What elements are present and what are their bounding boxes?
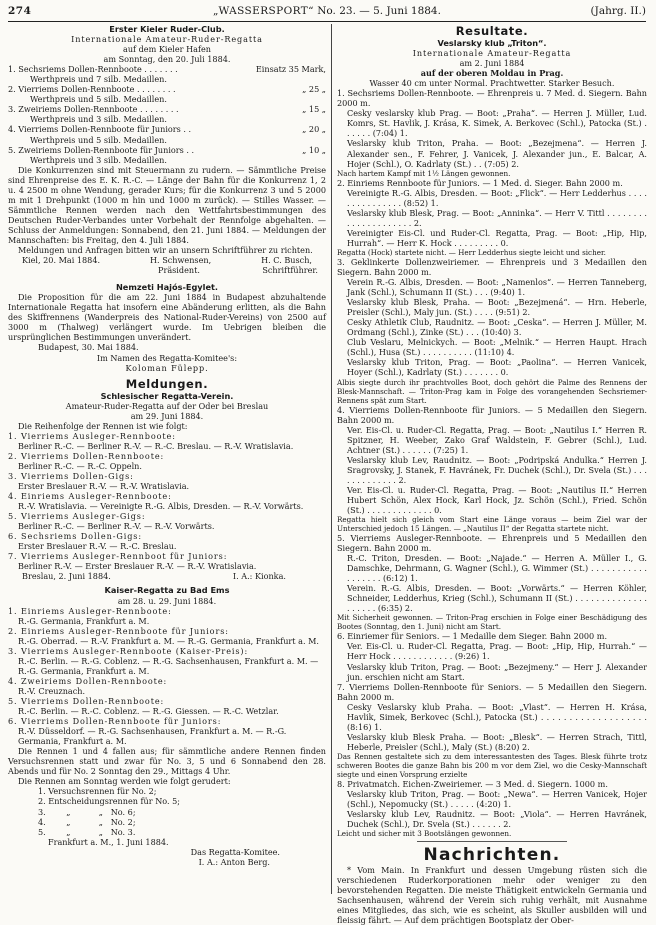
race-note: Leicht und sicher mit 3 Bootslängen gewonnen. (337, 829, 512, 839)
list-item: 5. Vierriems Dollen-Rennboote: (8, 696, 165, 706)
result-1 (337, 88, 647, 177)
list-item: Erster Breslauer R.-V. — R.-V. Wratislavia. (18, 481, 190, 492)
race-fee: „ 25 „ (302, 84, 326, 95)
ems-sign-1: Das Regatta-Komitee. (190, 846, 280, 857)
ems-line-1: am 28. u. 29. Juni 1884. (117, 595, 217, 606)
list-item: 3. Vierriems Ausleger-Rennboote (Kaiser-Preis): (8, 645, 249, 656)
list-item: R.-G. Germania, Frankfurt a. M. (18, 615, 150, 626)
race-prize: Werthpreis und 5 silb. Medaillen. (30, 94, 167, 105)
kiel-signer-2-role: Schriftführer. (262, 265, 318, 276)
race-title: 2. Vierriems Dollen-Rennboote . . . . . . . . (8, 84, 176, 95)
race-heading: 7. Vierriems Dollen-Rennboote für Seniors. — 5 Medaillen den Siegern. Bahn 2000 m. (337, 681, 647, 702)
race-note: Das Rennen gestaltete sich zu dem interessantesten des Tages. Blesk führte trotz schweren Bootes die ganze Bahn bis 200 m vor dem Ziel, wo die Cesky-Mannschaft siegte und einen Vorsprung erzielte (337, 751, 647, 779)
race-title: 1. Sechsriems Dollen-Rennboote . . . . . . . (8, 64, 178, 75)
race-heading: 1. Sechsriems Dollen-Rennboote. — Ehrenpreis u. 7 Med. d. Siegern. Bahn 2000 m. (337, 88, 647, 109)
page-header (8, 4, 646, 18)
race-entry: Verein R.-G. Albis, Dresden. — Boot: „Namenlos“. — Herren Tanneberg, Jank (Schl.), Schumann II (St.) . . . (9:40) 1. (347, 277, 647, 298)
list-item: 1. Vierriems Ausleger-Rennboote: (8, 430, 176, 441)
list-item: R.-V. Wratislavia. — Vereinigte R.-G. Albis, Dresden. — R.-V. Vorwärts. (18, 501, 304, 512)
race-entry: Veslarsky klub Triton, Prag. — Boot: „Paolina“. — Herren Vanicek, Hoyer (Schl.), Kadrlaty (St.) . . . . . . . 0. (347, 357, 647, 378)
nemzeti-place: Budapest, 30. Mai 1884. (38, 342, 139, 353)
race-note: Nach hartem Kampf mit 1½ Längen gewonnen. (337, 168, 511, 178)
journal-title (8, 4, 646, 18)
schlesisch-place: Breslau, 2. Juni 1884. (22, 571, 111, 582)
nemzeti-sign-2: Koloman Fülepp. (125, 362, 209, 373)
schlesisch-title: Schlesischer Regatta-Verein. (100, 390, 234, 401)
kiel-race (8, 64, 326, 84)
result-7 (337, 682, 647, 779)
kiel-title: Erster Kieler Ruder-Club. (109, 24, 225, 34)
issue-info: No. 23. — 5. Juni 1884. (317, 5, 441, 17)
race-prize: Werthpreis und 5 silb. Medaillen. (30, 134, 167, 145)
list-item: 4. Einriems Ausleger-Rennboote: (8, 491, 172, 502)
result-4 (337, 405, 647, 534)
race-title: 4. Vierriems Dollen-Rennboote für Juniors . . (8, 124, 192, 135)
nemzeti-body: Die Proposition für die am 22. Juni 1884 in Budapest abzuhaltende Internationale Regatta hat insofern eine Abänderung erlitten, als die Bahn des Skiffrennens (Wanderpreis des National-Ruder-Vereins) von 2500 auf 3000 m (Thalweg) verlängert wurde. Im Uebrigen bleiben die ursprünglichen Bestimmungen unverändert. (8, 292, 326, 343)
nachrichten-body: * Vom Main. In Frankfurt und dessen Umgebung rüsten sich die verschiedenen Ruderkorporationen mehr oder weniger zu den bevorstehenden Regatten. Die meiste Thätigkeit entwickeln Germania und Sachsenhausen, während der Verein sich ruhig verhält, mit Ausnahme eines Mitgliedes, das sich, wie es scheint, als Skuller ausbilden will und fleissig fährt. — Auf dem prächtigen Bootsplatz der Ober- (337, 865, 647, 925)
kiel-race (8, 124, 326, 144)
kiel-race (8, 145, 326, 165)
list-item: 6. Vierriems Dollen-Rennboote für Juniors: (8, 716, 222, 727)
race-prize: Werthpreis und 3 silb. Medaillen. (30, 154, 167, 165)
left-column (8, 24, 326, 894)
list-item: 2. Vierriems Dollen-Rennboote: (8, 450, 165, 461)
ems-order (8, 786, 326, 836)
list-item: 5. „ „ No. 3. (38, 826, 136, 837)
list-item: Erster Breslauer R.-V. — R.-C. Breslau. (18, 541, 177, 552)
race-note: Albis siegte durch ihr prachtvolles Boot, doch gehört die Palme des Rennens der Blesk-Mannschaft. — Triton-Prag kam in Folge des vorangehenden Sechsriemer-Rennens spät zum Start. (337, 377, 647, 405)
journal-name: „WASSERSPORT“ (213, 5, 314, 17)
list-item: Berliner R.-C. — Berliner R.-V. — R.-C. Breslau. — R.-V. Wratislavia. (18, 440, 294, 451)
race-entry: Veslarsky klub Blesk, Prag. — Boot: „Anninka“. — Herr V. Tittl . . . . . . . . . . . . . . . . . . . . . 2. (347, 207, 647, 228)
kiel-line-3: am Sonntag, den 20. Juli 1884. (103, 54, 231, 65)
race-heading: 8. Privatmatch. Eichen-Zweiriemer. — 3 Med. d. Siegern. 1000 m. (337, 778, 608, 789)
race-prize: Werthpreis und 7 silb. Medaillen. (30, 74, 167, 85)
kiel-line-1: Internationale Amateur-Ruder-Regatta (71, 34, 263, 45)
race-fee: Einsatz 35 Mark, (255, 64, 326, 75)
triton-line-3: auf der oberen Moldau in Prag. (420, 68, 564, 79)
header-rule (8, 21, 646, 22)
race-fee: „ 20 „ (302, 124, 326, 135)
race-entry: Vereinigte R.-G. Albis, Dresden. — Boot: „Flick“. — Herr Ledderhus . . . . . . . . . . . . . . . (8:52) 1. (347, 187, 647, 208)
list-item: Berliner R.-C. — R.-C. Oppeln. (18, 460, 142, 471)
list-item: 2. Einriems Ausleger-Rennboote für Juniors: (8, 625, 229, 636)
race-entry: Vereinigter Eis-Cl. und Ruder-Cl. Regatta, Prag. — Boot: „Hip, Hip, Hurrah“. — Herr K. Hock . . . . . . . . . 0. (347, 227, 647, 248)
list-item: 6. Sechsriems Dollen-Gigs: (8, 531, 142, 542)
race-heading: 3. Geklinkerte Dollenzweiriemer. — Ehrenpreis und 3 Medaillen den Siegern. Bahn 2000 m. (337, 256, 647, 277)
schlesisch-line-1: Amateur-Ruder-Regatta auf der Oder bei Breslau (65, 400, 269, 411)
kiel-place: Kiel, 20. Mai 1884. (22, 255, 101, 266)
page-number: 274 (8, 5, 32, 17)
list-item: R.-V. Düsseldorf. — R.-G. Sachsenhausen, Frankfurt a. M. — R.-G. Germania, Frankfurt a. M. (18, 726, 287, 747)
list-item: 7. Vierriems Ausleger-Rennboot für Juniors: (8, 551, 228, 562)
triton-title: Veslarsky klub „Triton“. (437, 38, 547, 48)
race-entry: Verein. R.-G. Albis, Dresden. — Boot: „Vorwärts.“ — Herren Köhler, Schneider, Ledderhus, Krieg (Schl.), Schumann II (St.) . . . . . . . . . . . . . . . . . . . . (6:35) 2. (347, 583, 647, 614)
race-entry: Club Veslaru, Melnickych. — Boot: „Melnik.“ — Herren Haupt. Hrach (Schl.), Husa (St.) . . . . . . . . . . (11:10) 4. (347, 337, 647, 358)
list-item: 5. Vierriems Ausleger-Gigs: (8, 511, 146, 522)
meldungen-title: Meldungen. (125, 376, 209, 391)
race-entry: Veslarsky klub Blesk, Praha. — Boot: „Bezejmená“. — Hrn. Heberle, Preisler (Schl.), Maly jun. (St.) . . . . (9:51) 2. (347, 297, 647, 318)
race-entry: Veslarsky klub Lev, Raudnitz. — Boot: „Viola“. — Herren Havránek, Duchek (Schl.), Dr. Svela (St.) . . . . . . 2. (347, 809, 647, 830)
race-entry: Ver. Eis-Cl. u. Ruder-Cl. Regatta, Prag. — Boot: „Nautilus I.“ Herren R. Spitzner, H. Weeber, Zako Graf Waldstein, F. Gebrer (Schl.), Lud. Achtner (St.) . . . . . . (7:25) 1. (347, 424, 647, 455)
race-entry: Veslarsky klub Triton, Praha. — Boot: „Bezejmena“. — Herren J. Alexander sen., F. Fehrer, J. Vanicek, J. Alexander jun., E. Balcar, A. Hojer (Schl.), O. Kadrlaty (St.) . . (7:05) 2. (347, 138, 647, 169)
race-entry: Cesky veslarsky klub Prag. — Boot: „Praha“. — Herren J. Müller, Lud. Komrs, St. Havlik, J. Krása, K. Simek, A. Berkovec (Schl.), Patocka (St.) . . . . . . (7:04) 1. (347, 108, 647, 139)
race-entry: Veslarsky klub Blesk Praha. — Boot: „Blesk“. — Herren Strach, Tittl, Heberle, Preisler (Schl.), Maly (St.) (8:20) 2. (347, 731, 647, 752)
kiel-body: Die Konkurrenzen sind mit Steuermann zu rudern. — Sämmtliche Preise sind Ehrenpreise des E. K. R.-C. — Länge der Bahn für die Konkurrenz 1, 2 u. 4 2500 m ohne Wendung, gerader Kurs; für die Konkurrenz 3 und 5 2000 m mit 1 Drehpunkt (1000 m hin und 1000 m zurück). — Stilles Wasser. — Sämmtliche Rennen werden nach den Wettfahrtsbestimmungen des Deutschen Ruder-Verbandes unter Vorbehalt der Rennfolge abgehalten. — Schluss der Anmeldungen: Sonnabend, den 21. Juni 1884. — Meldungen der Mannschaften: bis Freitag, den 4. Juli 1884. (8, 164, 326, 245)
ems-line-2: Die Rennen am Sonntag werden wie folgt gerudert: (18, 776, 231, 787)
resultate-title: Resultate. (455, 24, 529, 38)
list-item: 4. „ „ No. 2; (38, 816, 136, 827)
ems-sign-2: I. A.: Anton Berg. (198, 856, 270, 867)
kiel-body-2: Meldungen und Anfragen bitten wir an unsern Schriftführer zu richten. (18, 245, 313, 256)
kiel-signer-1-role: Präsident. (158, 265, 200, 276)
kiel-line-2: auf dem Kieler Hafen (123, 44, 211, 55)
schlesisch-line-3: Die Reihenfolge der Rennen ist wie folgt: (18, 420, 188, 431)
list-item: R.-C. Berlin. — R.-G. Coblenz. — R.-G. Sachsenhausen, Frankfurt a. M. — R.-G. Germania, Frankfurt a. M. (18, 655, 319, 676)
race-note: Regatta (Hock) startete nicht. — Herr Ledderhus siegte leicht und sicher. (337, 247, 606, 257)
list-item: R.-G. Oberrad. — R.-V. Frankfurt a. M. — R.-G. Germania, Frankfurt a. M. (18, 635, 319, 646)
race-note: Mit Sicherheit gewonnen. — Triton-Prag erschien in Folge einer Beschädigung des Bootes (Sonntag, den 1. Juni) nicht am Start. (337, 613, 647, 632)
race-entry: Veslarsky klub Triton, Prag. — Boot: „Newa“. — Herren Vanicek, Hojer (Schl.), Nepomucky (St.) . . . . . (4:20) 1. (347, 789, 647, 810)
triton-line-1: Internationale Amateur-Regatta (412, 48, 572, 59)
nemzeti-title: Nemzeti Hajós-Egylet. (115, 282, 219, 293)
list-item: 2. Entscheidungsrennen für No. 5; (38, 796, 181, 807)
nachrichten-title: Nachrichten. (423, 845, 561, 866)
race-fee: „ 10 „ (302, 144, 326, 155)
volume-info: (Jahrg. II.) (590, 5, 646, 17)
race-entry: R.-C. Triton, Dresden. — Boot: „Najade.“ — Herren A. Müller I., G. Damschke, Dehrmann, G. Wagner (Schl.), G. Wimmer (St.) . . . . . . . . . . . . . . . . . . (6:12) 1. (347, 553, 647, 584)
race-heading: 6. Einriemer für Seniors. — 1 Medaille dem Sieger. Bahn 2000 m. (337, 631, 608, 642)
section-divider (417, 841, 567, 842)
race-heading: 2. Einriems Rennboote für Juniors. — 1 Med. d. Sieger. Bahn 2000 m. (337, 177, 623, 188)
ems-list (8, 606, 326, 747)
kiel-signer-2: H. C. Busch, (261, 255, 312, 266)
kiel-race (8, 104, 326, 124)
list-item: 1. Versuchsrennen für No. 2; (38, 786, 157, 797)
result-8 (337, 779, 647, 838)
list-item: R.-V. Creuznach. (18, 685, 86, 696)
list-item: 3. „ „ No. 6; (38, 806, 136, 817)
schlesisch-signer: I. A.: Kionka. (232, 571, 286, 582)
kiel-race-list (8, 64, 326, 164)
list-item: R.-C. Berlin. — R.-C. Coblenz. — R.-G. Giessen. — R.-C. Wetzlar. (18, 706, 279, 717)
list-item: Berliner R.-C. — Berliner R.-V. — R.-V. Vorwärts. (18, 521, 215, 532)
triton-line-2: am 2. Juni 1884 (459, 58, 525, 69)
schlesisch-list (8, 431, 326, 572)
race-title: 5. Zweiriems Dollen-Rennboote für Juniors . . (8, 144, 195, 155)
race-title: 3. Zweiriems Dollen-Rennboote . . . . . . . . (8, 104, 179, 115)
race-note: Regatta hielt sich gleich vom Start eine Länge voraus — beim Ziel war der Unterschied jedoch 15 Längen. — „Nautilus II“ der Regatta startete nicht. (337, 515, 647, 534)
list-item: Berliner R.-V. — Erster Breslauer R.-V. — R.-V. Wratislavia. (18, 561, 257, 572)
race-prize: Werthpreis und 3 silb. Medaillen. (30, 114, 167, 125)
race-entry: Ver. Eis-Cl. u. Ruder-Cl. Regatta, Prag. — Boot: „Nautilus II.“ Herren Hubert Schön, Alex Hock, Karl Hock, Jz. Schön (Schl.), Fried. Schön (St.) . . . . . . . . . . . . . 0. (347, 484, 647, 515)
race-entry: Ver. Eis-Cl. u. Ruder-Cl. Regatta, Prag. — Boot: „Hip, Hip, Hurrah.“ — Herr Hock . . . . . . . . . . . . (9:26) 1. (347, 641, 647, 662)
race-entry: Cesky Athletik Club, Raudnitz. — Boot: „Ceska“. — Herren J. Müller, M. Ordmang (Schl.), Zinke (St.) . . . (10:40) 3. (347, 317, 647, 338)
right-column (337, 24, 647, 925)
kiel-signer-1: H. Schwensen, (150, 255, 212, 266)
result-3 (337, 257, 647, 405)
column-divider (331, 24, 332, 894)
schlesisch-line-2: am 29. Juni 1884. (130, 410, 204, 421)
list-item: 4. Zweiriems Dollen-Rennboote: (8, 675, 168, 686)
race-fee: „ 15 „ (302, 104, 326, 115)
list-item: 1. Einriems Ausleger-Rennboote: (8, 605, 172, 616)
race-entry: Cesky Veslarsky klub Praha. — Boot: „Vlast“. — Herren H. Krása, Havlik, Simek, Berkovec (Schl.), Patocka (St.) . . . . . . . . . . . . . . . . . . . (8:16) 1. (347, 701, 647, 732)
ems-body: Die Rennen 1 und 4 fallen aus; für sämmtliche andere Rennen finden Versuchsrennen statt und zwar für No. 3, 5 und 6 Sonnabend den 28. Abends und für No. 2 Sonntag den 29., Mittags 4 Uhr. (8, 746, 326, 777)
nemzeti-sign-1: Im Namen des Regatta-Komitee's: (96, 352, 238, 363)
race-entry: Veslarsky klub Lev, Raudnitz. — Boot: „Podripská Andulka.“ Herren J. Sragrovsky, J. Stanek, F. Havránek, Fr. Duchek (Schl.), Dr. Svela (St.) . . . . . . . . . . . . . 2. (347, 454, 647, 485)
race-heading: 5. Vierriems Ausleger-Rennboote. — Ehrenpreis und 5 Medaillen den Siegern. Bahn 2000 m. (337, 533, 647, 554)
race-entry: Veslarsky klub Triton, Prag. — Boot: „Bezejmeny.“ — Herr J. Alexander jun. erschien nicht am Start. (347, 661, 647, 682)
triton-line-4: Wasser 40 cm unter Normal. Prachtwetter. Starker Besuch. (369, 78, 615, 89)
race-heading: 4. Vierriems Dollen-Rennboote für Juniors. — 5 Medaillen den Siegern. Bahn 2000 m. (337, 404, 647, 425)
ems-place: Frankfurt a. M., 1. Juni 1884. (48, 836, 169, 847)
result-6 (337, 631, 647, 681)
kiel-race (8, 84, 326, 104)
ems-title: Kaiser-Regatta zu Bad Ems (104, 585, 230, 596)
list-item: 3. Vierriems Dollen-Gigs: (8, 470, 134, 481)
result-2 (337, 178, 647, 257)
result-5 (337, 533, 647, 631)
